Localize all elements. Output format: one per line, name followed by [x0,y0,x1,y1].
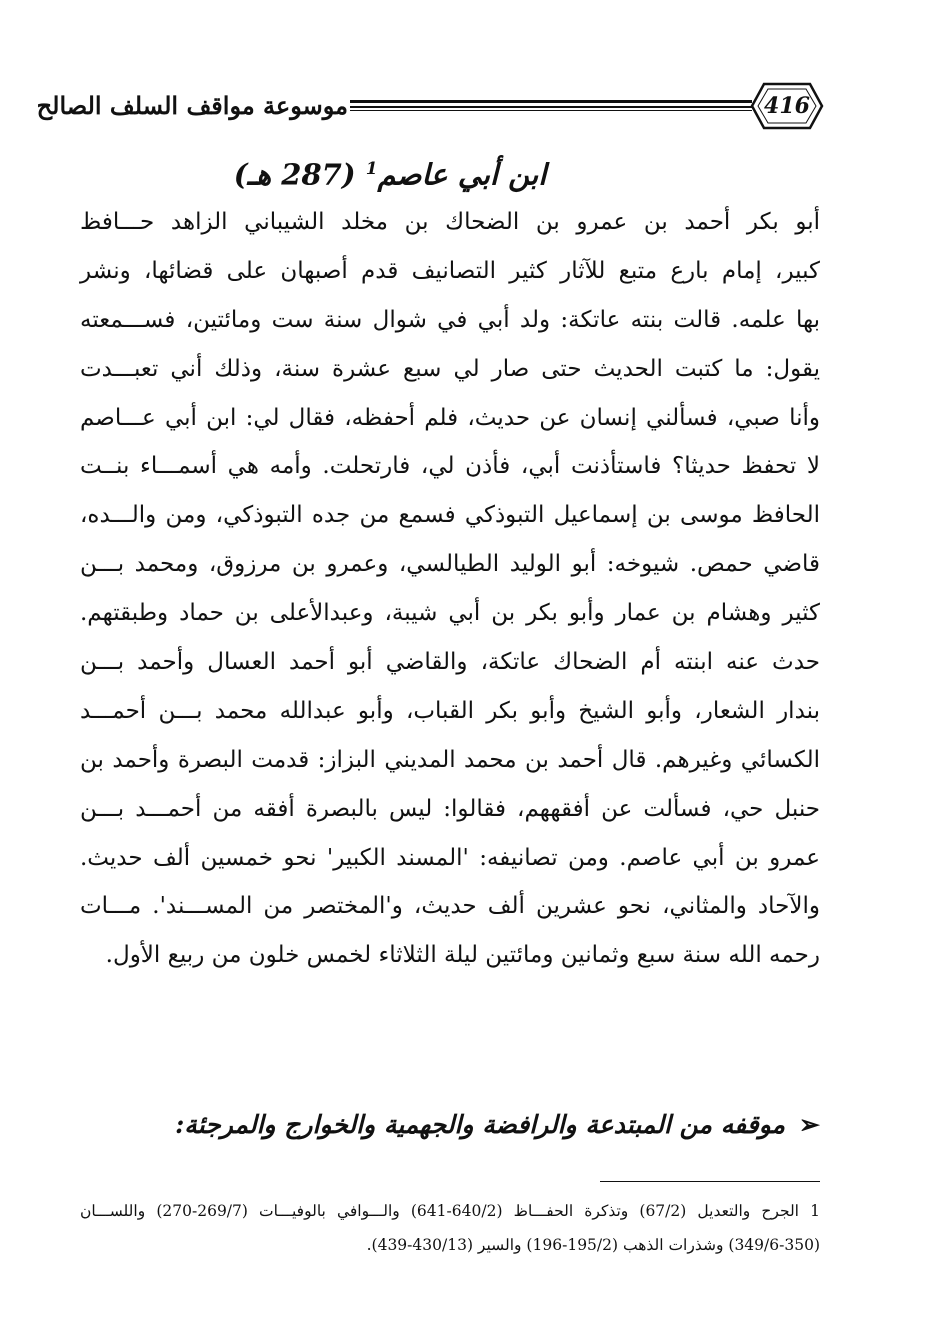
text-line: رحمه الله سنة سبع وثمانين ومائتين ليلة الثلاثاء لخمس خلون من ربيع الأول. [105,942,820,969]
footnote-line: (349/6-350) وشذرات الذهب (195/2-196) والسير (430/13-439). [366,1236,820,1254]
text-line: الكسائي وغيرهم. قال أحمد بن محمد المديني البزاز: قدمت البصرة وأحمد بن [80,746,820,773]
page-number: 416 [764,93,810,119]
body-text [80,198,820,980]
text-line: بندار الشعار، وأبو الشيخ وأبو بكر القباب، وأبو عبدالله محمد بـــن أحمـــد [80,697,820,724]
text-line: والآحاد والمثاني، نحو عشرين ألف حديث، و'المختصر من المســـند'. مـــات [80,893,820,920]
text-line: الحافظ موسى بن إسماعيل التبوذكي فسمع من جده التبوذكي، ومن والـــده، [80,502,820,529]
text-line: أبو بكر أحمد بن عمرو بن الضحاك بن مخلد الشيباني الزاهد حـــافظ [80,209,820,235]
footnote-divider [600,1181,820,1182]
text-line: وأنا صبي، فسألني إنسان عن حديث، فلم أحفظه، فقال لي: ابن أبي عـــاصم [80,404,820,431]
biography-name: ابن أبي عاصم [377,157,547,192]
footnote-ref: 1 [365,159,378,179]
section-heading [120,1100,820,1150]
biography-heading [200,142,580,196]
text-line: حدث عنه ابنته أم الضحاك عاتكة، والقاضي أبو أحمد العسال وأحمد بـــن [80,649,820,676]
text-line: بها علمه. قالت بنته عاتكة: ولد أبي في شوال سنة ست ومائتين، فســـمعته [80,306,820,333]
running-header [36,78,860,138]
footnotes [80,1194,820,1262]
text-line: قاضي حمص. شيوخه: أبو الوليد الطيالسي، وعمرو بن مرزوق، ومحمد بـــن [80,551,821,578]
section-heading-text: موقفه من المبتدعة والرافضة والجهمية والخوارج والمرجئة: [175,1110,786,1139]
text-line: كثير وهشام بن عمار وأبو بكر بن أبي شيبة، وعبدالأعلى بن حماد وطبقتهم. [80,600,820,627]
footnote-line: 1 الجرح والتعديل (67/2) وتذكرة الحفـــاظ (640/2-641) والـــوافي بالوفيـــات (269/7-270) واللســـان [80,1202,820,1220]
biography-year: (287 هـ) [233,157,356,192]
text-line: كبير، إمام بارع متبع للآثار كثير التصانيف قدم أصبهان على قضائها، ونشر [80,257,820,284]
text-line: يقول: ما كتبت الحديث حتى صار لي سبع عشرة سنة، وذلك أني تعبـــدت [80,355,820,382]
text-line: لا تحفظ حديثا؟ فاستأذنت أبي، فأذن لي، فارتحلت. وأمه هي أسمـــاء بنــت [80,453,820,480]
text-line: عمرو بن أبي عاصم. ومن تصانيفه: 'المسند الكبير' نحو خمسين ألف حديث. [80,844,820,871]
page-number-badge [750,82,824,130]
arrow-icon: ➢ [799,1110,820,1139]
header-rule [350,100,752,112]
series-title: موسوعة مواقف السلف الصالح [36,91,348,120]
text-line: حنبل حي، فسألت عن أفقههم، فقالوا: ليس بالبصرة أفقه من أحمـــد بـــن [80,795,820,822]
